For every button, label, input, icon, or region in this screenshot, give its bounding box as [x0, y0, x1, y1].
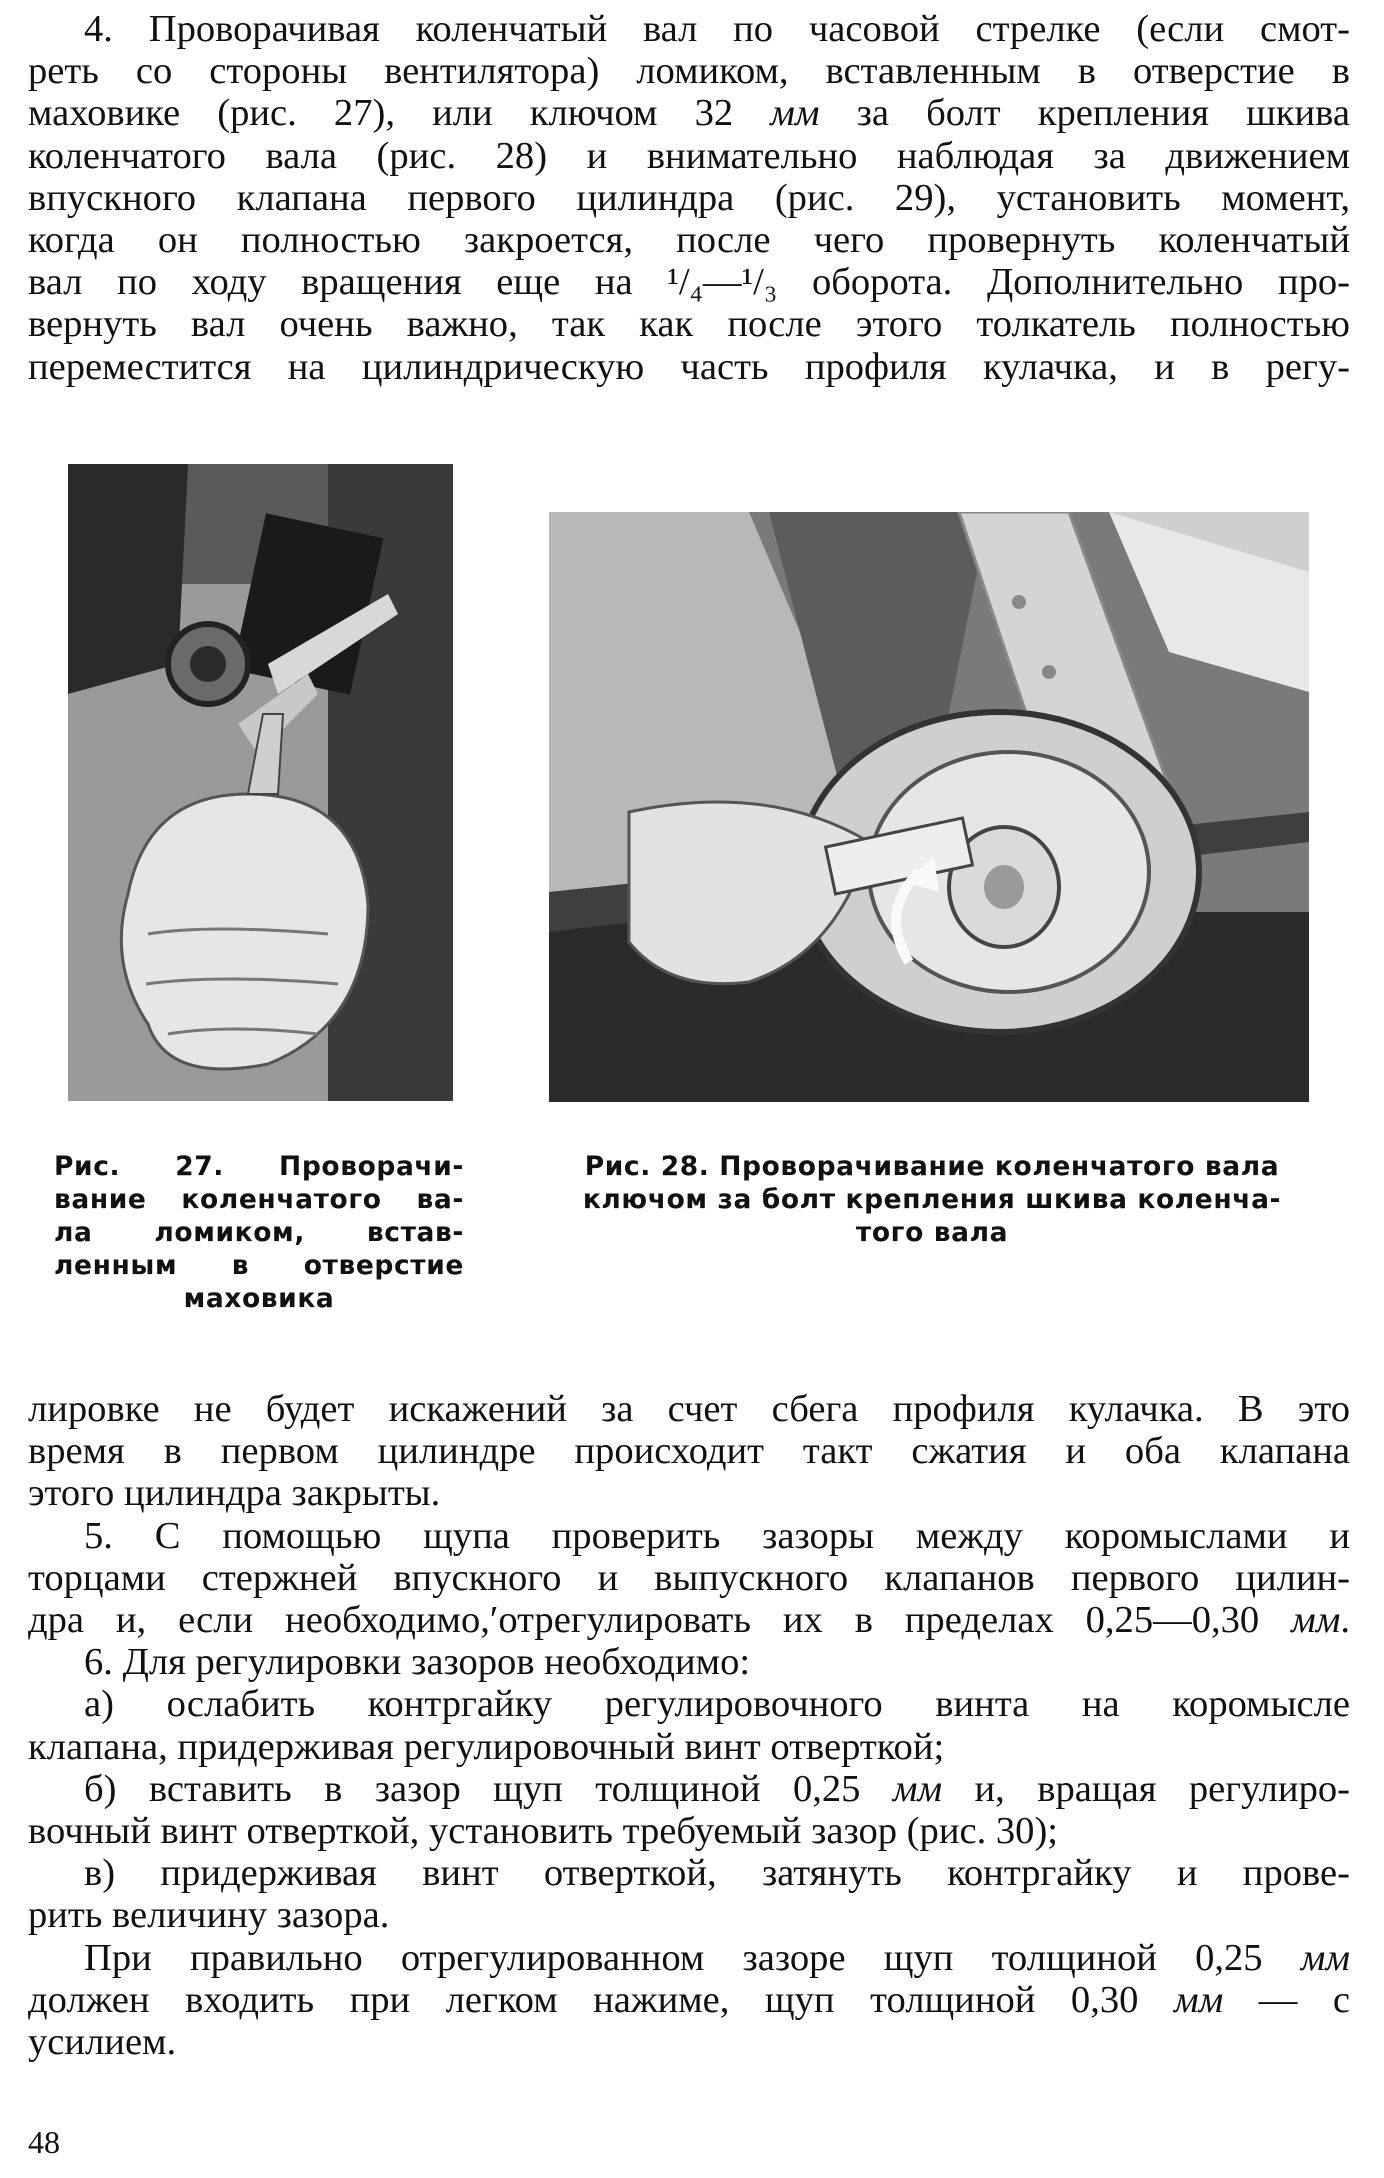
caption-line: ленным в отверстие	[54, 1250, 464, 1281]
unit-mm: мм	[1300, 1936, 1350, 1979]
figure-27-caption	[54, 1150, 464, 1315]
text-line: торцами стержней впускного и выпускного клапанов первого цилин-	[28, 1556, 1350, 1599]
caption-line: ла ломиком, встав-	[54, 1217, 464, 1248]
wrench-pulley-illustration	[549, 512, 1309, 1102]
text-line: усилием.	[28, 2021, 177, 2064]
text-line: коленчатого вала (рис. 28) и внимательно наблюдая за движением	[28, 134, 1350, 177]
text-line: лировке не будет искажений за счет сбега профиля кулачка. В это	[28, 1388, 1350, 1430]
text-line: б) вставить в зазор щуп толщиной 0,25 мм и, вращая регулиро-	[84, 1767, 1351, 1810]
text-line: вернуть вал очень важно, так как после этого толкатель полностью	[28, 303, 1350, 346]
text-line: 5. С помощью щупа проверить зазоры между коромыслами и	[84, 1514, 1350, 1557]
text-line: вочный винт отверткой, установить требуемый зазор (рис. 30);	[28, 1810, 1059, 1853]
figure-27-photo	[68, 464, 453, 1101]
text-line: когда он полностью закроется, после чего провернуть коленчатый	[28, 219, 1350, 262]
crowbar-flywheel-illustration	[68, 464, 453, 1101]
text-line: должен входить при легком нажиме, щуп толщиной 0,30 мм — с	[28, 1978, 1350, 2021]
paragraph-4	[28, 8, 1350, 388]
caption-line: Рис. 28. Проворачивание коленчатого вала	[584, 1151, 1280, 1182]
caption-line: ключом за болт крепления шкива коленча-	[582, 1184, 1282, 1215]
unit-mm: мм	[892, 1767, 943, 1810]
unit-mm: мм	[1173, 1978, 1224, 2021]
text-line: вал по ходу вращения еще на ¹/₄—¹/₃ оборота. Дополнительно про-	[28, 261, 1350, 304]
page-number: 48	[28, 2124, 60, 2160]
caption-line: маховика	[183, 1283, 335, 1314]
text-line: а) ослабить контргайку регулировочного винта на коромысле	[84, 1683, 1350, 1726]
text-line: рить величину зазора.	[28, 1894, 390, 1937]
text-line: этого цилиндра закрыты.	[28, 1472, 441, 1515]
caption-line: того вала	[855, 1217, 1009, 1248]
unit-mm: мм	[1291, 1599, 1341, 1642]
caption-line: вание коленчатого ва-	[54, 1184, 464, 1215]
text-line: 4. Проворачивая коленчатый вал по часовой стрелке (если смот-	[84, 8, 1350, 50]
figure-28-caption	[556, 1150, 1308, 1249]
caption-line: Рис. 27. Проворачи-	[54, 1151, 464, 1182]
text-line: 6. Для регулировки зазоров необходимо:	[84, 1641, 751, 1684]
text-line: реть со стороны вентилятора) ломиком, вставленным в отверстие в	[28, 50, 1350, 93]
text-line: При правильно отрегулированном зазоре щуп толщиной 0,25 мм	[84, 1936, 1350, 1979]
figure-28-photo	[549, 512, 1309, 1102]
text-line: в) придерживая винт отверткой, затянуть контргайку и прове-	[84, 1852, 1350, 1895]
body-continuation	[28, 1388, 1350, 2063]
text-line: дра и, если необходимо,ʹотрегулировать их в пределах 0,25—0,30 мм.	[28, 1599, 1350, 1642]
unit-mm: мм	[770, 92, 820, 135]
text-line: переместится на цилиндрическую часть профиля кулачка, и в регу-	[28, 345, 1350, 388]
text-line: время в первом цилиндре происходит такт сжатия и оба клапана	[28, 1430, 1350, 1473]
text-line: клапана, придерживая регулировочный винт отверткой;	[28, 1725, 945, 1768]
text-line: маховике (рис. 27), или ключом 32 мм за болт крепления шкива	[28, 92, 1350, 135]
text-line: впускного клапана первого цилиндра (рис. 29), установить момент,	[28, 176, 1350, 219]
